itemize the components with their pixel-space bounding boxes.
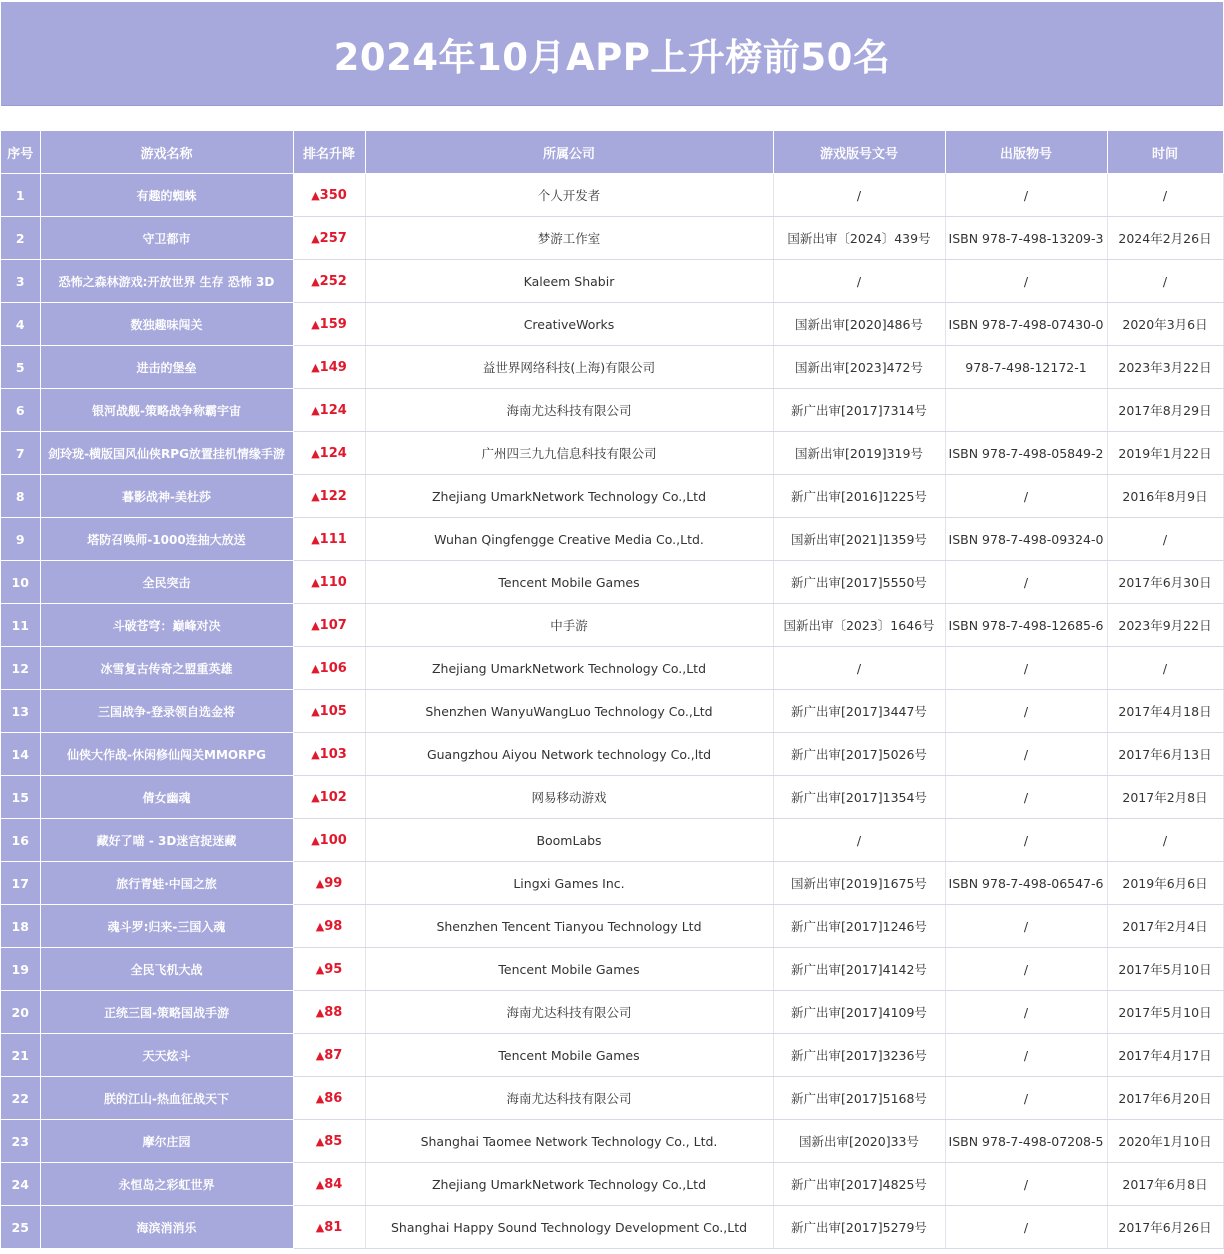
company-cell: Guangzhou Aiyou Network technology Co.,ltd <box>365 733 773 776</box>
up-arrow-icon: ▲ <box>311 790 320 804</box>
up-arrow-icon: ▲ <box>315 1005 325 1019</box>
date-cell: 2020年1月10日 <box>1107 1120 1223 1163</box>
date-cell: 2017年2月8日 <box>1107 776 1223 819</box>
rank-change-cell <box>293 819 365 862</box>
license-cell: / <box>773 819 945 862</box>
license-cell: / <box>773 260 945 303</box>
rank-change-cell <box>293 776 365 819</box>
column-header-game-name: 游戏名称 <box>40 131 293 174</box>
rank-change-value: 88 <box>324 1004 343 1020</box>
rank-change-value: 85 <box>324 1133 343 1149</box>
company-cell: Shanghai Happy Sound Technology Development Co.,Ltd <box>365 1206 773 1249</box>
row-index: 21 <box>1 1034 40 1077</box>
row-index: 16 <box>1 819 40 862</box>
row-index: 2 <box>1 217 40 260</box>
company-cell: 海南尤达科技有限公司 <box>365 991 773 1034</box>
row-index: 15 <box>1 776 40 819</box>
row-index: 1 <box>1 174 40 217</box>
company-cell: Tencent Mobile Games <box>365 948 773 991</box>
company-cell: Wuhan Qingfengge Creative Media Co.,Ltd. <box>365 518 773 561</box>
rank-change-value: 102 <box>319 789 347 805</box>
date-cell: 2017年6月30日 <box>1107 561 1223 604</box>
date-cell: 2023年9月22日 <box>1107 604 1223 647</box>
date-cell: 2019年6月6日 <box>1107 862 1223 905</box>
company-cell: Lingxi Games Inc. <box>365 862 773 905</box>
license-cell: 新广出审[2017]3447号 <box>773 690 945 733</box>
table-row <box>1 518 1223 561</box>
rank-change-value: 110 <box>319 574 347 590</box>
game-name-cell: 天天炫斗 <box>40 1034 293 1077</box>
game-name-cell: 恐怖之森林游戏:开放世界 生存 恐怖 3D <box>40 260 293 303</box>
table-row <box>1 1120 1223 1163</box>
date-cell: / <box>1107 260 1223 303</box>
up-arrow-icon: ▲ <box>315 1220 325 1234</box>
company-cell: 益世界网络科技(上海)有限公司 <box>365 346 773 389</box>
up-arrow-icon: ▲ <box>311 747 320 761</box>
table-row <box>1 217 1223 260</box>
table-row <box>1 776 1223 819</box>
row-index: 8 <box>1 475 40 518</box>
license-cell: 新广出审[2017]3236号 <box>773 1034 945 1077</box>
table-row <box>1 1206 1223 1249</box>
table-row <box>1 948 1223 991</box>
game-name-cell: 进击的堡垒 <box>40 346 293 389</box>
row-index: 10 <box>1 561 40 604</box>
rank-change-cell <box>293 1034 365 1077</box>
table-row <box>1 862 1223 905</box>
table-row <box>1 561 1223 604</box>
license-cell: 国新出审〔2024〕439号 <box>773 217 945 260</box>
date-cell: 2023年3月22日 <box>1107 346 1223 389</box>
isbn-cell: / <box>945 475 1107 518</box>
date-cell: 2017年6月8日 <box>1107 1163 1223 1206</box>
date-cell: 2017年6月13日 <box>1107 733 1223 776</box>
date-cell: 2016年8月9日 <box>1107 475 1223 518</box>
rank-change-value: 87 <box>324 1047 343 1063</box>
game-name-cell: 摩尔庄园 <box>40 1120 293 1163</box>
game-name-cell: 海滨消消乐 <box>40 1206 293 1249</box>
game-name-cell: 朕的江山-热血征战天下 <box>40 1077 293 1120</box>
row-index: 4 <box>1 303 40 346</box>
game-name-cell: 塔防召唤师-1000连抽大放送 <box>40 518 293 561</box>
rank-change-value: 159 <box>319 316 347 332</box>
license-cell: 新广出审[2017]5550号 <box>773 561 945 604</box>
row-index: 9 <box>1 518 40 561</box>
company-cell: Zhejiang UmarkNetwork Technology Co.,Ltd <box>365 475 773 518</box>
game-name-cell: 藏好了喵 - 3D迷宫捉迷藏 <box>40 819 293 862</box>
isbn-cell: / <box>945 819 1107 862</box>
date-cell: / <box>1107 174 1223 217</box>
license-cell: 新广出审[2017]4142号 <box>773 948 945 991</box>
company-cell: Shanghai Taomee Network Technology Co., Ltd. <box>365 1120 773 1163</box>
date-cell: / <box>1107 647 1223 690</box>
isbn-cell: ISBN 978-7-498-05849-2 <box>945 432 1107 475</box>
date-cell: 2024年2月26日 <box>1107 217 1223 260</box>
rank-change-cell <box>293 948 365 991</box>
game-name-cell: 数独趣味闯关 <box>40 303 293 346</box>
up-arrow-icon: ▲ <box>311 188 320 202</box>
license-cell: 新广出审[2017]7314号 <box>773 389 945 432</box>
rank-change-value: 257 <box>319 230 347 246</box>
column-header-company: 所属公司 <box>365 131 773 174</box>
row-index: 24 <box>1 1163 40 1206</box>
table-row <box>1 905 1223 948</box>
column-header-date: 时间 <box>1107 131 1223 174</box>
rank-change-value: 99 <box>324 875 343 891</box>
date-cell: 2017年6月20日 <box>1107 1077 1223 1120</box>
game-name-cell: 守卫都市 <box>40 217 293 260</box>
rank-change-cell <box>293 862 365 905</box>
game-name-cell: 全民突击 <box>40 561 293 604</box>
row-index: 14 <box>1 733 40 776</box>
rank-change-value: 98 <box>324 918 343 934</box>
rank-change-cell <box>293 518 365 561</box>
up-arrow-icon: ▲ <box>315 1091 325 1105</box>
isbn-cell: / <box>945 733 1107 776</box>
company-cell: 个人开发者 <box>365 174 773 217</box>
license-cell: 新广出审[2016]1225号 <box>773 475 945 518</box>
game-name-cell: 有趣的蜘蛛 <box>40 174 293 217</box>
rank-change-value: 100 <box>319 832 347 848</box>
rank-change-value: 124 <box>319 402 347 418</box>
license-cell: 新广出审[2017]5026号 <box>773 733 945 776</box>
table-row <box>1 346 1223 389</box>
license-cell: 新广出审[2017]4825号 <box>773 1163 945 1206</box>
table-row <box>1 819 1223 862</box>
date-cell: 2017年4月18日 <box>1107 690 1223 733</box>
rank-change-value: 107 <box>319 617 347 633</box>
date-cell: 2017年4月17日 <box>1107 1034 1223 1077</box>
table-row <box>1 690 1223 733</box>
isbn-cell: / <box>945 948 1107 991</box>
license-cell: 国新出审[2019]319号 <box>773 432 945 475</box>
game-name-cell: 旅行青蛙·中国之旅 <box>40 862 293 905</box>
license-cell: 国新出审[2023]472号 <box>773 346 945 389</box>
row-index: 13 <box>1 690 40 733</box>
row-index: 20 <box>1 991 40 1034</box>
license-cell: 国新出审[2019]1675号 <box>773 862 945 905</box>
date-cell: 2017年6月26日 <box>1107 1206 1223 1249</box>
isbn-cell: / <box>945 1034 1107 1077</box>
isbn-cell: / <box>945 260 1107 303</box>
rank-change-cell <box>293 647 365 690</box>
title-banner <box>1 2 1223 106</box>
rank-change-cell <box>293 217 365 260</box>
rank-change-cell <box>293 346 365 389</box>
game-name-cell: 永恒岛之彩虹世界 <box>40 1163 293 1206</box>
game-name-cell: 冰雪复古传奇之盟重英雄 <box>40 647 293 690</box>
license-cell: 新广出审[2017]4109号 <box>773 991 945 1034</box>
isbn-cell: / <box>945 1206 1107 1249</box>
game-name-cell: 全民飞机大战 <box>40 948 293 991</box>
column-header-license: 游戏版号文号 <box>773 131 945 174</box>
row-index: 17 <box>1 862 40 905</box>
row-index: 11 <box>1 604 40 647</box>
up-arrow-icon: ▲ <box>311 489 320 503</box>
up-arrow-icon: ▲ <box>311 704 320 718</box>
game-name-cell: 魂斗罗:归来-三国入魂 <box>40 905 293 948</box>
rank-change-value: 124 <box>319 445 347 461</box>
rank-change-value: 252 <box>319 273 347 289</box>
column-header-index: 序号 <box>1 131 40 174</box>
rank-change-cell <box>293 905 365 948</box>
up-arrow-icon: ▲ <box>315 876 325 890</box>
license-cell: 新广出审[2017]5168号 <box>773 1077 945 1120</box>
row-index: 12 <box>1 647 40 690</box>
rank-change-value: 105 <box>319 703 347 719</box>
row-index: 19 <box>1 948 40 991</box>
rank-change-cell <box>293 690 365 733</box>
up-arrow-icon: ▲ <box>311 661 320 675</box>
rank-change-cell <box>293 303 365 346</box>
license-cell: 新广出审[2017]5279号 <box>773 1206 945 1249</box>
license-cell: / <box>773 647 945 690</box>
company-cell: 海南尤达科技有限公司 <box>365 389 773 432</box>
company-cell: Tencent Mobile Games <box>365 561 773 604</box>
isbn-cell: / <box>945 690 1107 733</box>
row-index: 25 <box>1 1206 40 1249</box>
rank-change-cell <box>293 561 365 604</box>
up-arrow-icon: ▲ <box>315 919 325 933</box>
table-row <box>1 260 1223 303</box>
company-cell: 梦游工作室 <box>365 217 773 260</box>
date-cell: 2017年8月29日 <box>1107 389 1223 432</box>
table-row <box>1 647 1223 690</box>
rank-change-value: 84 <box>324 1176 343 1192</box>
isbn-cell: ISBN 978-7-498-13209-3 <box>945 217 1107 260</box>
company-cell: 海南尤达科技有限公司 <box>365 1077 773 1120</box>
rank-change-cell <box>293 389 365 432</box>
company-cell: Tencent Mobile Games <box>365 1034 773 1077</box>
game-name-cell: 斗破苍穹：巅峰对决 <box>40 604 293 647</box>
table-row <box>1 733 1223 776</box>
rank-change-cell <box>293 991 365 1034</box>
table-row <box>1 389 1223 432</box>
rank-change-value: 86 <box>324 1090 343 1106</box>
up-arrow-icon: ▲ <box>311 833 320 847</box>
isbn-cell: ISBN 978-7-498-07430-0 <box>945 303 1107 346</box>
isbn-cell: / <box>945 905 1107 948</box>
game-name-cell: 三国战争-登录领自选金将 <box>40 690 293 733</box>
row-index: 18 <box>1 905 40 948</box>
company-cell: Shenzhen Tencent Tianyou Technology Ltd <box>365 905 773 948</box>
up-arrow-icon: ▲ <box>311 360 320 374</box>
up-arrow-icon: ▲ <box>311 274 320 288</box>
up-arrow-icon: ▲ <box>311 618 320 632</box>
row-index: 23 <box>1 1120 40 1163</box>
row-index: 5 <box>1 346 40 389</box>
rank-change-value: 106 <box>319 660 347 676</box>
game-name-cell: 仙侠大作战-休闲修仙闯关MMORPG <box>40 733 293 776</box>
up-arrow-icon: ▲ <box>311 532 320 546</box>
company-cell: CreativeWorks <box>365 303 773 346</box>
license-cell: 新广出审[2017]1354号 <box>773 776 945 819</box>
rank-change-value: 81 <box>324 1219 343 1235</box>
isbn-cell: ISBN 978-7-498-09324-0 <box>945 518 1107 561</box>
isbn-cell: / <box>945 561 1107 604</box>
table-header-row <box>1 131 1223 174</box>
table-row <box>1 303 1223 346</box>
isbn-cell: / <box>945 991 1107 1034</box>
rank-change-value: 95 <box>324 961 343 977</box>
company-cell: Shenzhen WanyuWangLuo Technology Co.,Ltd <box>365 690 773 733</box>
rank-change-cell <box>293 260 365 303</box>
company-cell: Kaleem Shabir <box>365 260 773 303</box>
isbn-cell: ISBN 978-7-498-12685-6 <box>945 604 1107 647</box>
game-name-cell: 暮影战神-美杜莎 <box>40 475 293 518</box>
rank-change-cell <box>293 1206 365 1249</box>
date-cell: 2020年3月6日 <box>1107 303 1223 346</box>
date-cell: 2017年2月4日 <box>1107 905 1223 948</box>
company-cell: 广州四三九九信息科技有限公司 <box>365 432 773 475</box>
game-name-cell: 银河战舰-策略战争称霸宇宙 <box>40 389 293 432</box>
table-row <box>1 991 1223 1034</box>
company-cell: Zhejiang UmarkNetwork Technology Co.,Ltd <box>365 647 773 690</box>
rank-change-cell <box>293 604 365 647</box>
isbn-cell: / <box>945 1077 1107 1120</box>
ranking-table <box>1 131 1224 1249</box>
table-row <box>1 1034 1223 1077</box>
up-arrow-icon: ▲ <box>311 231 320 245</box>
isbn-cell: 978-7-498-12172-1 <box>945 346 1107 389</box>
table-row <box>1 1077 1223 1120</box>
up-arrow-icon: ▲ <box>311 317 320 331</box>
rank-change-value: 111 <box>319 531 347 547</box>
company-cell: 中手游 <box>365 604 773 647</box>
table-row <box>1 1163 1223 1206</box>
date-cell: / <box>1107 518 1223 561</box>
rank-change-value: 103 <box>319 746 347 762</box>
rank-change-cell <box>293 1120 365 1163</box>
game-name-cell: 倩女幽魂 <box>40 776 293 819</box>
row-index: 3 <box>1 260 40 303</box>
license-cell: 新广出审[2017]1246号 <box>773 905 945 948</box>
rank-change-cell <box>293 1163 365 1206</box>
rank-change-cell <box>293 1077 365 1120</box>
page-title: 2024年10月APP上升榜前50名 <box>333 35 891 79</box>
rank-change-value: 350 <box>319 187 347 203</box>
up-arrow-icon: ▲ <box>311 575 320 589</box>
up-arrow-icon: ▲ <box>315 1177 325 1191</box>
up-arrow-icon: ▲ <box>311 403 320 417</box>
row-index: 22 <box>1 1077 40 1120</box>
license-cell: / <box>773 174 945 217</box>
up-arrow-icon: ▲ <box>315 1048 325 1062</box>
company-cell: BoomLabs <box>365 819 773 862</box>
license-cell: 国新出审〔2023〕1646号 <box>773 604 945 647</box>
up-arrow-icon: ▲ <box>315 1134 325 1148</box>
game-name-cell: 剑玲珑-横版国风仙侠RPG放置挂机情缘手游 <box>40 432 293 475</box>
isbn-cell <box>945 389 1107 432</box>
isbn-cell: ISBN 978-7-498-07208-5 <box>945 1120 1107 1163</box>
company-cell: Zhejiang UmarkNetwork Technology Co.,Ltd <box>365 1163 773 1206</box>
up-arrow-icon: ▲ <box>315 962 325 976</box>
rank-change-cell <box>293 475 365 518</box>
isbn-cell: / <box>945 647 1107 690</box>
date-cell: 2017年5月10日 <box>1107 948 1223 991</box>
table-row <box>1 174 1223 217</box>
date-cell: 2019年1月22日 <box>1107 432 1223 475</box>
rank-change-value: 149 <box>319 359 347 375</box>
isbn-cell: / <box>945 1163 1107 1206</box>
license-cell: 国新出审[2020]486号 <box>773 303 945 346</box>
row-index: 6 <box>1 389 40 432</box>
isbn-cell: / <box>945 174 1107 217</box>
table-row <box>1 475 1223 518</box>
column-header-rank-change: 排名升降 <box>293 131 365 174</box>
table-row <box>1 432 1223 475</box>
rank-change-cell <box>293 174 365 217</box>
rank-change-cell <box>293 733 365 776</box>
rank-change-cell <box>293 432 365 475</box>
game-name-cell: 正统三国-策略国战手游 <box>40 991 293 1034</box>
up-arrow-icon: ▲ <box>311 446 320 460</box>
date-cell: 2017年5月10日 <box>1107 991 1223 1034</box>
rank-change-value: 122 <box>319 488 347 504</box>
row-index: 7 <box>1 432 40 475</box>
date-cell: / <box>1107 819 1223 862</box>
isbn-cell: / <box>945 776 1107 819</box>
column-header-isbn: 出版物号 <box>945 131 1107 174</box>
isbn-cell: ISBN 978-7-498-06547-6 <box>945 862 1107 905</box>
license-cell: 国新出审[2020]33号 <box>773 1120 945 1163</box>
company-cell: 网易移动游戏 <box>365 776 773 819</box>
table-row <box>1 604 1223 647</box>
license-cell: 国新出审[2021]1359号 <box>773 518 945 561</box>
